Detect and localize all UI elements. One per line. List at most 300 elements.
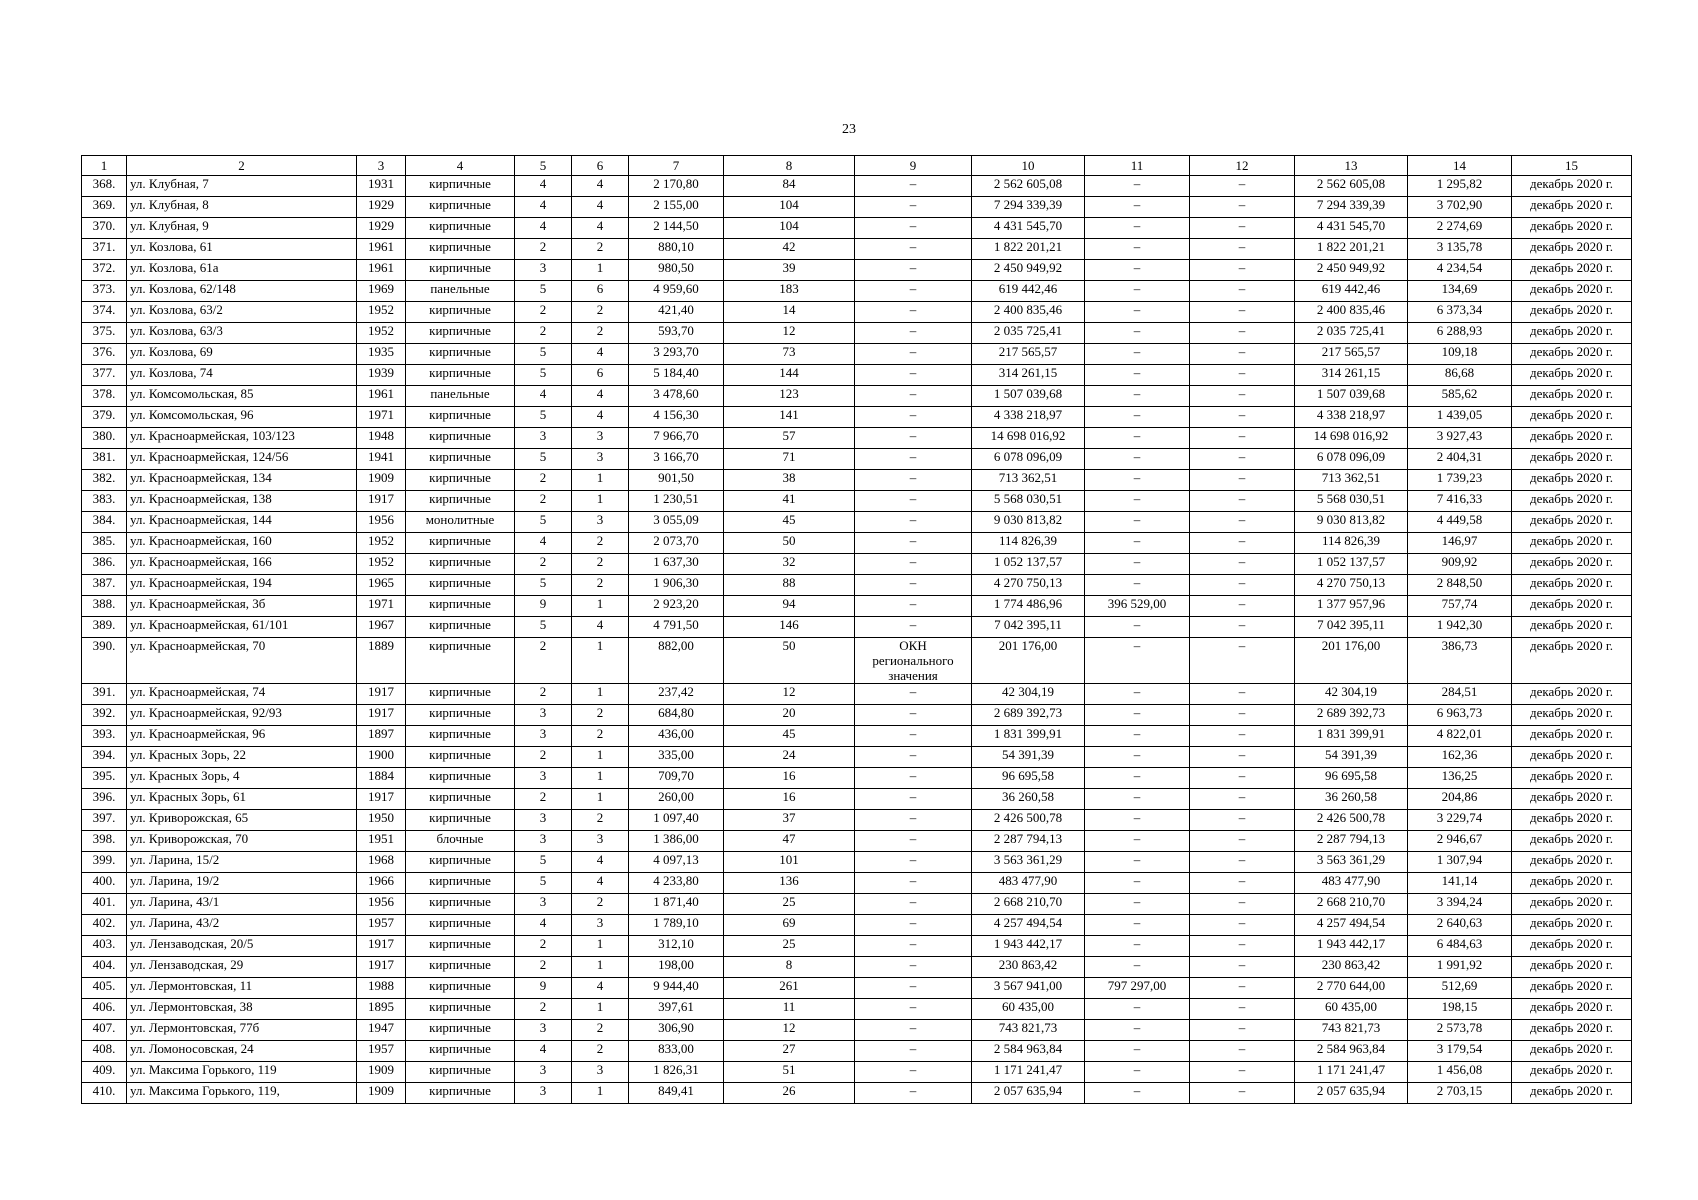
floors-cell: 3: [515, 726, 572, 747]
row-number-cell: 396.: [82, 789, 127, 810]
row-number-cell: 380.: [82, 428, 127, 449]
year-cell: 1950: [357, 810, 406, 831]
table-row: [82, 726, 1632, 747]
entrances-cell: 2: [572, 726, 629, 747]
col11-cell: –: [1085, 936, 1190, 957]
col11-cell: –: [1085, 218, 1190, 239]
row-number-cell: 409.: [82, 1062, 127, 1083]
col11-cell: –: [1085, 533, 1190, 554]
amount-cell: 1 507 039,68: [972, 386, 1085, 407]
wall-material-cell: кирпичные: [406, 999, 515, 1020]
col12-cell: –: [1190, 470, 1295, 491]
wall-material-cell: кирпичные: [406, 596, 515, 617]
per-unit-cell: 1 456,08: [1408, 1062, 1512, 1083]
amount-cell: 3 567 941,00: [972, 978, 1085, 999]
deadline-cell: декабрь 2020 г.: [1512, 957, 1632, 978]
floors-cell: 3: [515, 831, 572, 852]
wall-material-cell: кирпичные: [406, 575, 515, 596]
column-number-7: 7: [629, 156, 724, 176]
col12-cell: –: [1190, 789, 1295, 810]
area-cell: 335,00: [629, 747, 724, 768]
total-cell: 1 831 399,91: [1295, 726, 1408, 747]
total-cell: 2 035 725,41: [1295, 323, 1408, 344]
col11-cell: –: [1085, 491, 1190, 512]
entrances-cell: 1: [572, 638, 629, 684]
col12-cell: –: [1190, 1041, 1295, 1062]
col11-cell: 797 297,00: [1085, 978, 1190, 999]
row-number-cell: 398.: [82, 831, 127, 852]
entrances-cell: 2: [572, 1020, 629, 1041]
wall-material-cell: кирпичные: [406, 218, 515, 239]
year-cell: 1917: [357, 491, 406, 512]
col11-cell: –: [1085, 407, 1190, 428]
amount-cell: 2 584 963,84: [972, 1041, 1085, 1062]
floors-cell: 4: [515, 176, 572, 197]
col11-cell: –: [1085, 554, 1190, 575]
per-unit-cell: 512,69: [1408, 978, 1512, 999]
status-cell: –: [855, 344, 972, 365]
deadline-cell: декабрь 2020 г.: [1512, 1083, 1632, 1104]
amount-cell: 217 565,57: [972, 344, 1085, 365]
year-cell: 1900: [357, 747, 406, 768]
residents-cell: 84: [724, 176, 855, 197]
row-number-cell: 374.: [82, 302, 127, 323]
col12-cell: –: [1190, 281, 1295, 302]
col12-cell: –: [1190, 957, 1295, 978]
year-cell: 1961: [357, 239, 406, 260]
residents-cell: 88: [724, 575, 855, 596]
deadline-cell: декабрь 2020 г.: [1512, 894, 1632, 915]
entrances-cell: 1: [572, 747, 629, 768]
per-unit-cell: 3 135,78: [1408, 239, 1512, 260]
col11-cell: –: [1085, 365, 1190, 386]
per-unit-cell: 1 295,82: [1408, 176, 1512, 197]
entrances-cell: 4: [572, 176, 629, 197]
table-row: [82, 407, 1632, 428]
entrances-cell: 1: [572, 470, 629, 491]
col11-cell: –: [1085, 1083, 1190, 1104]
residents-cell: 136: [724, 873, 855, 894]
per-unit-cell: 109,18: [1408, 344, 1512, 365]
per-unit-cell: 204,86: [1408, 789, 1512, 810]
year-cell: 1939: [357, 365, 406, 386]
amount-cell: 2 562 605,08: [972, 176, 1085, 197]
table-row: [82, 449, 1632, 470]
col12-cell: –: [1190, 533, 1295, 554]
residents-cell: 123: [724, 386, 855, 407]
entrances-cell: 2: [572, 705, 629, 726]
table-row: [82, 915, 1632, 936]
deadline-cell: декабрь 2020 г.: [1512, 999, 1632, 1020]
deadline-cell: декабрь 2020 г.: [1512, 575, 1632, 596]
floors-cell: 5: [515, 281, 572, 302]
per-unit-cell: 2 640,63: [1408, 915, 1512, 936]
floors-cell: 4: [515, 386, 572, 407]
table-row: [82, 428, 1632, 449]
deadline-cell: декабрь 2020 г.: [1512, 1062, 1632, 1083]
status-cell: –: [855, 260, 972, 281]
per-unit-cell: 2 703,15: [1408, 1083, 1512, 1104]
deadline-cell: декабрь 2020 г.: [1512, 747, 1632, 768]
amount-cell: 54 391,39: [972, 747, 1085, 768]
col11-cell: –: [1085, 726, 1190, 747]
wall-material-cell: кирпичные: [406, 747, 515, 768]
per-unit-cell: 585,62: [1408, 386, 1512, 407]
area-cell: 1 789,10: [629, 915, 724, 936]
deadline-cell: декабрь 2020 г.: [1512, 302, 1632, 323]
col12-cell: –: [1190, 491, 1295, 512]
col12-cell: –: [1190, 705, 1295, 726]
amount-cell: 1 774 486,96: [972, 596, 1085, 617]
wall-material-cell: кирпичные: [406, 176, 515, 197]
deadline-cell: декабрь 2020 г.: [1512, 554, 1632, 575]
entrances-cell: 4: [572, 978, 629, 999]
year-cell: 1968: [357, 852, 406, 873]
residents-cell: 45: [724, 512, 855, 533]
residents-cell: 39: [724, 260, 855, 281]
total-cell: 217 565,57: [1295, 344, 1408, 365]
total-cell: 7 042 395,11: [1295, 617, 1408, 638]
total-cell: 9 030 813,82: [1295, 512, 1408, 533]
address-cell: ул. Клубная, 8: [127, 197, 357, 218]
amount-cell: 7 042 395,11: [972, 617, 1085, 638]
total-cell: 314 261,15: [1295, 365, 1408, 386]
year-cell: 1897: [357, 726, 406, 747]
col12-cell: –: [1190, 323, 1295, 344]
floors-cell: 2: [515, 936, 572, 957]
amount-cell: 42 304,19: [972, 684, 1085, 705]
address-cell: ул. Лермонтовская, 38: [127, 999, 357, 1020]
row-number-cell: 407.: [82, 1020, 127, 1041]
per-unit-cell: 3 927,43: [1408, 428, 1512, 449]
deadline-cell: декабрь 2020 г.: [1512, 1020, 1632, 1041]
residents-cell: 94: [724, 596, 855, 617]
wall-material-cell: кирпичные: [406, 365, 515, 386]
year-cell: 1967: [357, 617, 406, 638]
per-unit-cell: 909,92: [1408, 554, 1512, 575]
amount-cell: 2 450 949,92: [972, 260, 1085, 281]
year-cell: 1952: [357, 554, 406, 575]
per-unit-cell: 1 942,30: [1408, 617, 1512, 638]
wall-material-cell: кирпичные: [406, 428, 515, 449]
col11-cell: –: [1085, 894, 1190, 915]
amount-cell: 1 052 137,57: [972, 554, 1085, 575]
floors-cell: 2: [515, 999, 572, 1020]
address-cell: ул. Красноармейская, 144: [127, 512, 357, 533]
deadline-cell: декабрь 2020 г.: [1512, 726, 1632, 747]
row-number-cell: 377.: [82, 365, 127, 386]
wall-material-cell: кирпичные: [406, 638, 515, 684]
area-cell: 5 184,40: [629, 365, 724, 386]
table-row: [82, 705, 1632, 726]
entrances-cell: 1: [572, 999, 629, 1020]
col11-cell: –: [1085, 302, 1190, 323]
entrances-cell: 3: [572, 512, 629, 533]
residents-cell: 25: [724, 936, 855, 957]
per-unit-cell: 1 991,92: [1408, 957, 1512, 978]
address-cell: ул. Красноармейская, 92/93: [127, 705, 357, 726]
per-unit-cell: 162,36: [1408, 747, 1512, 768]
table-row: [82, 176, 1632, 197]
col12-cell: –: [1190, 726, 1295, 747]
address-cell: ул. Лермонтовская, 77б: [127, 1020, 357, 1041]
total-cell: 743 821,73: [1295, 1020, 1408, 1041]
entrances-cell: 6: [572, 365, 629, 386]
table-row: [82, 533, 1632, 554]
area-cell: 1 906,30: [629, 575, 724, 596]
area-cell: 2 073,70: [629, 533, 724, 554]
residents-cell: 51: [724, 1062, 855, 1083]
residents-cell: 141: [724, 407, 855, 428]
col11-cell: –: [1085, 831, 1190, 852]
deadline-cell: декабрь 2020 г.: [1512, 428, 1632, 449]
area-cell: 1 386,00: [629, 831, 724, 852]
table-row: [82, 197, 1632, 218]
floors-cell: 3: [515, 1083, 572, 1104]
table-row: [82, 810, 1632, 831]
deadline-cell: декабрь 2020 г.: [1512, 810, 1632, 831]
entrances-cell: 3: [572, 831, 629, 852]
table-row: [82, 281, 1632, 302]
row-number-cell: 397.: [82, 810, 127, 831]
area-cell: 709,70: [629, 768, 724, 789]
row-number-cell: 368.: [82, 176, 127, 197]
per-unit-cell: 3 179,54: [1408, 1041, 1512, 1062]
table-row: [82, 491, 1632, 512]
amount-cell: 14 698 016,92: [972, 428, 1085, 449]
per-unit-cell: 2 274,69: [1408, 218, 1512, 239]
row-number-cell: 392.: [82, 705, 127, 726]
col11-cell: –: [1085, 705, 1190, 726]
total-cell: 3 563 361,29: [1295, 852, 1408, 873]
year-cell: 1961: [357, 260, 406, 281]
total-cell: 1 943 442,17: [1295, 936, 1408, 957]
residents-cell: 12: [724, 1020, 855, 1041]
amount-cell: 3 563 361,29: [972, 852, 1085, 873]
area-cell: 4 097,13: [629, 852, 724, 873]
per-unit-cell: 3 394,24: [1408, 894, 1512, 915]
deadline-cell: декабрь 2020 г.: [1512, 365, 1632, 386]
entrances-cell: 4: [572, 617, 629, 638]
deadline-cell: декабрь 2020 г.: [1512, 978, 1632, 999]
entrances-cell: 1: [572, 596, 629, 617]
row-number-cell: 373.: [82, 281, 127, 302]
entrances-cell: 2: [572, 1041, 629, 1062]
wall-material-cell: кирпичные: [406, 344, 515, 365]
residents-cell: 25: [724, 894, 855, 915]
wall-material-cell: кирпичные: [406, 915, 515, 936]
col12-cell: –: [1190, 596, 1295, 617]
table-row: [82, 638, 1632, 684]
address-cell: ул. Красных Зорь, 22: [127, 747, 357, 768]
table-row: [82, 302, 1632, 323]
address-cell: ул. Красноармейская, 61/101: [127, 617, 357, 638]
amount-cell: 314 261,15: [972, 365, 1085, 386]
status-cell: –: [855, 512, 972, 533]
per-unit-cell: 134,69: [1408, 281, 1512, 302]
row-number-cell: 388.: [82, 596, 127, 617]
col11-cell: –: [1085, 789, 1190, 810]
amount-cell: 2 287 794,13: [972, 831, 1085, 852]
residents-cell: 20: [724, 705, 855, 726]
year-cell: 1917: [357, 705, 406, 726]
col11-cell: –: [1085, 852, 1190, 873]
col11-cell: –: [1085, 260, 1190, 281]
residents-cell: 104: [724, 197, 855, 218]
amount-cell: 1 831 399,91: [972, 726, 1085, 747]
area-cell: 3 055,09: [629, 512, 724, 533]
status-cell: –: [855, 1041, 972, 1062]
floors-cell: 3: [515, 428, 572, 449]
row-number-cell: 395.: [82, 768, 127, 789]
per-unit-cell: 386,73: [1408, 638, 1512, 684]
wall-material-cell: кирпичные: [406, 810, 515, 831]
row-number-cell: 389.: [82, 617, 127, 638]
per-unit-cell: 136,25: [1408, 768, 1512, 789]
residents-cell: 8: [724, 957, 855, 978]
col12-cell: –: [1190, 449, 1295, 470]
wall-material-cell: кирпичные: [406, 1041, 515, 1062]
entrances-cell: 4: [572, 873, 629, 894]
area-cell: 237,42: [629, 684, 724, 705]
floors-cell: 2: [515, 747, 572, 768]
row-number-cell: 410.: [82, 1083, 127, 1104]
col12-cell: –: [1190, 386, 1295, 407]
amount-cell: 483 477,90: [972, 873, 1085, 894]
col12-cell: –: [1190, 554, 1295, 575]
floors-cell: 3: [515, 894, 572, 915]
area-cell: 1 637,30: [629, 554, 724, 575]
col11-cell: –: [1085, 239, 1190, 260]
col11-cell: –: [1085, 197, 1190, 218]
status-cell: –: [855, 218, 972, 239]
table-row: [82, 554, 1632, 575]
amount-cell: 60 435,00: [972, 999, 1085, 1020]
address-cell: ул. Ларина, 15/2: [127, 852, 357, 873]
residents-cell: 38: [724, 470, 855, 491]
col11-cell: –: [1085, 449, 1190, 470]
area-cell: 198,00: [629, 957, 724, 978]
total-cell: 230 863,42: [1295, 957, 1408, 978]
year-cell: 1956: [357, 512, 406, 533]
table-row: [82, 936, 1632, 957]
area-cell: 4 959,60: [629, 281, 724, 302]
residents-cell: 261: [724, 978, 855, 999]
wall-material-cell: блочные: [406, 831, 515, 852]
wall-material-cell: кирпичные: [406, 1062, 515, 1083]
column-number-6: 6: [572, 156, 629, 176]
per-unit-cell: 2 573,78: [1408, 1020, 1512, 1041]
floors-cell: 4: [515, 915, 572, 936]
deadline-cell: декабрь 2020 г.: [1512, 638, 1632, 684]
per-unit-cell: 1 739,23: [1408, 470, 1512, 491]
year-cell: 1917: [357, 789, 406, 810]
deadline-cell: декабрь 2020 г.: [1512, 596, 1632, 617]
row-number-cell: 382.: [82, 470, 127, 491]
table-row: [82, 957, 1632, 978]
entrances-cell: 2: [572, 533, 629, 554]
wall-material-cell: кирпичные: [406, 533, 515, 554]
residents-cell: 146: [724, 617, 855, 638]
col11-cell: –: [1085, 1020, 1190, 1041]
amount-cell: 2 426 500,78: [972, 810, 1085, 831]
total-cell: 54 391,39: [1295, 747, 1408, 768]
year-cell: 1965: [357, 575, 406, 596]
column-number-15: 15: [1512, 156, 1632, 176]
address-cell: ул. Ломоносовская, 24: [127, 1041, 357, 1062]
floors-cell: 2: [515, 491, 572, 512]
entrances-cell: 2: [572, 323, 629, 344]
col11-cell: –: [1085, 768, 1190, 789]
col12-cell: –: [1190, 936, 1295, 957]
floors-cell: 5: [515, 575, 572, 596]
residents-cell: 50: [724, 638, 855, 684]
deadline-cell: декабрь 2020 г.: [1512, 936, 1632, 957]
per-unit-cell: 1 307,94: [1408, 852, 1512, 873]
year-cell: 1952: [357, 323, 406, 344]
wall-material-cell: кирпичные: [406, 705, 515, 726]
row-number-cell: 381.: [82, 449, 127, 470]
residents-cell: 12: [724, 684, 855, 705]
table-row: [82, 894, 1632, 915]
amount-cell: 114 826,39: [972, 533, 1085, 554]
total-cell: 1 171 241,47: [1295, 1062, 1408, 1083]
year-cell: 1961: [357, 386, 406, 407]
col12-cell: –: [1190, 239, 1295, 260]
total-cell: 7 294 339,39: [1295, 197, 1408, 218]
per-unit-cell: 2 848,50: [1408, 575, 1512, 596]
per-unit-cell: 2 404,31: [1408, 449, 1512, 470]
year-cell: 1947: [357, 1020, 406, 1041]
col11-cell: –: [1085, 470, 1190, 491]
col11-cell: –: [1085, 999, 1190, 1020]
area-cell: 3 478,60: [629, 386, 724, 407]
col12-cell: –: [1190, 575, 1295, 596]
floors-cell: 2: [515, 323, 572, 344]
col11-cell: –: [1085, 386, 1190, 407]
entrances-cell: 1: [572, 789, 629, 810]
col12-cell: –: [1190, 638, 1295, 684]
floors-cell: 2: [515, 957, 572, 978]
per-unit-cell: 4 234,54: [1408, 260, 1512, 281]
col11-cell: –: [1085, 617, 1190, 638]
total-cell: 4 431 545,70: [1295, 218, 1408, 239]
wall-material-cell: кирпичные: [406, 789, 515, 810]
floors-cell: 5: [515, 617, 572, 638]
col11-cell: –: [1085, 1041, 1190, 1062]
address-cell: ул. Красноармейская, 138: [127, 491, 357, 512]
total-cell: 1 507 039,68: [1295, 386, 1408, 407]
amount-cell: 713 362,51: [972, 470, 1085, 491]
address-cell: ул. Красных Зорь, 4: [127, 768, 357, 789]
year-cell: 1957: [357, 915, 406, 936]
floors-cell: 4: [515, 1041, 572, 1062]
table-row: [82, 1083, 1632, 1104]
area-cell: 901,50: [629, 470, 724, 491]
table-row: [82, 512, 1632, 533]
area-cell: 880,10: [629, 239, 724, 260]
status-cell: –: [855, 789, 972, 810]
col12-cell: –: [1190, 684, 1295, 705]
per-unit-cell: 6 963,73: [1408, 705, 1512, 726]
residents-cell: 32: [724, 554, 855, 575]
table-row: [82, 999, 1632, 1020]
address-cell: ул. Красноармейская, 160: [127, 533, 357, 554]
status-cell: –: [855, 810, 972, 831]
address-cell: ул. Максима Горького, 119: [127, 1062, 357, 1083]
residents-cell: 50: [724, 533, 855, 554]
residents-cell: 101: [724, 852, 855, 873]
